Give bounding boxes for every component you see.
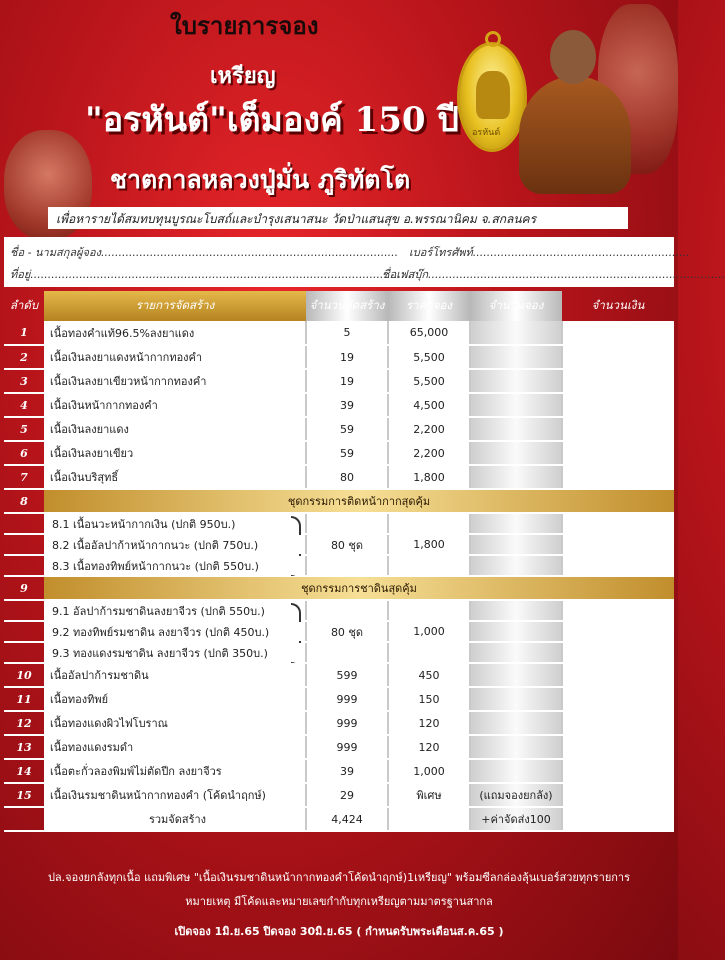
table-row (4, 735, 674, 759)
section-title: ชุดกรรมการติดหน้ากากสุดคุ้ม (44, 489, 674, 513)
booking-cell[interactable] (470, 534, 562, 555)
item-quantity: 39 (306, 759, 388, 783)
booking-cell[interactable] (470, 345, 562, 369)
medal-text: อรหันต์ (472, 128, 501, 138)
set-quantity: 80 ชุด (306, 534, 388, 555)
table-row (4, 759, 674, 783)
booker-info-fields (4, 237, 725, 287)
booking-cell[interactable] (470, 465, 562, 489)
item-quantity: 999 (306, 735, 388, 759)
amount-cell[interactable] (562, 555, 674, 576)
set-price (388, 600, 470, 621)
row-number: 15 (4, 783, 44, 807)
set-item-row (4, 642, 674, 663)
section-number: 8 (4, 489, 44, 513)
header-quantity: จำนวนจัดสร้าง (306, 291, 388, 321)
booking-dates: เปิดจอง 1มิ.ย.65 ปิดจอง 30มิ.ย.65 ( กำหนดรับพระเดือนส.ค.65 ) (174, 925, 504, 938)
amount-cell[interactable] (562, 759, 674, 783)
row-number: 3 (4, 369, 44, 393)
row-number: 14 (4, 759, 44, 783)
section-header (4, 489, 674, 513)
name-field[interactable]: ชื่อ - นามสกุลผู้จอง..................................................................................... (10, 246, 399, 259)
table-row (4, 783, 674, 807)
item-quantity: 80 (306, 465, 388, 489)
item-name: เนื้อเงินลงยาเขียวหน้ากากทองคำ (44, 369, 306, 393)
table-header (4, 291, 674, 321)
item-name: เนื้อเงินหน้ากากทองคำ (44, 393, 306, 417)
amount-cell[interactable] (562, 441, 674, 465)
amount-cell[interactable] (562, 621, 674, 642)
item-name: เนื้อทองแดงรมดำ (44, 735, 306, 759)
phone-field[interactable]: เบอร์โทรศัพท์.............................................................. (409, 246, 690, 259)
item-quantity: 19 (306, 345, 388, 369)
set-quantity (306, 600, 388, 621)
row-number: 5 (4, 417, 44, 441)
item-name: เนื้อทองแดงผิวไฟโบราณ (44, 711, 306, 735)
item-price: 150 (388, 687, 470, 711)
monk-robe (519, 76, 631, 194)
item-price: 1,800 (388, 465, 470, 489)
set-item-name: 9.2 ทองทิพย์รมชาดิน ลงยาจีวร (ปกติ 450บ.) (44, 621, 306, 642)
item-price: 4,500 (388, 393, 470, 417)
item-quantity: 39 (306, 393, 388, 417)
item-name: เนื้อเงินบริสุทธิ์ (44, 465, 306, 489)
footer-notes (0, 858, 678, 958)
facebook-field[interactable]: ชื่อเฟสบุ๊ก..................................................................................... (382, 268, 725, 281)
shipping-fee: +ค่าจัดส่ง100 (470, 807, 562, 831)
amount-cell[interactable] (562, 417, 674, 441)
amount-cell[interactable] (562, 345, 674, 369)
item-price: 65,000 (388, 321, 470, 345)
table-row (4, 711, 674, 735)
amount-cell[interactable] (562, 663, 674, 687)
amount-cell[interactable] (562, 642, 674, 663)
item-name: เนื้อทองทิพย์ (44, 687, 306, 711)
item-price: 5,500 (388, 345, 470, 369)
set-price (388, 642, 470, 663)
table-row (4, 465, 674, 489)
set-price (388, 555, 470, 576)
row-number-empty (4, 642, 44, 663)
amount-cell[interactable] (562, 735, 674, 759)
seated-monk-image (515, 30, 635, 195)
amount-cell[interactable] (562, 321, 674, 345)
set-item-row (4, 534, 674, 555)
item-name: เนื้อเงินลงยาเขียว (44, 441, 306, 465)
booking-cell[interactable] (470, 642, 562, 663)
item-quantity: 999 (306, 687, 388, 711)
section-number: 9 (4, 576, 44, 600)
set-quantity (306, 642, 388, 663)
booking-cell[interactable] (470, 417, 562, 441)
set-item-row (4, 600, 674, 621)
table-row (4, 417, 674, 441)
set-item-row (4, 513, 674, 534)
row-number: 7 (4, 465, 44, 489)
item-price: 1,000 (388, 759, 470, 783)
row-number: 1 (4, 321, 44, 345)
row-number: 13 (4, 735, 44, 759)
item-quantity: 19 (306, 369, 388, 393)
amount-cell[interactable] (562, 783, 674, 807)
set-price: 1,000 (388, 621, 470, 642)
table-row (4, 663, 674, 687)
row-number-empty (4, 621, 44, 642)
amount-cell[interactable] (562, 711, 674, 735)
order-table (4, 291, 674, 832)
header-price: ราคาจอง (388, 291, 470, 321)
row-number-empty (4, 555, 44, 576)
booking-cell[interactable] (470, 441, 562, 465)
total-amount-cell[interactable] (562, 807, 674, 831)
form-title: ใบรายการจอง (170, 11, 319, 40)
header-item: รายการจัดสร้าง (44, 291, 306, 321)
code-note: หมายเหตุ มีโค้ดและหมายเลขกำกับทุกเหรียญตามมาตรฐานสากล (185, 895, 493, 908)
table-row (4, 393, 674, 417)
item-price: พิเศษ (388, 783, 470, 807)
item-name: เนื้ออัลปาก้ารมชาดิน (44, 663, 306, 687)
item-price: 5,500 (388, 369, 470, 393)
medal-ring (485, 31, 501, 47)
item-price: 120 (388, 711, 470, 735)
amount-cell[interactable] (562, 393, 674, 417)
booking-cell[interactable] (470, 393, 562, 417)
item-quantity: 999 (306, 711, 388, 735)
amount-cell[interactable] (562, 465, 674, 489)
item-name: เนื้อเงินรมชาดินหน้ากากทองคำ (โค้ดนำฤกษ์) (44, 783, 306, 807)
item-quantity: 59 (306, 417, 388, 441)
coin-name: "อรหันต์"เต็มองค์ 150 ปี (85, 100, 459, 140)
amount-cell[interactable] (562, 369, 674, 393)
item-name: เนื้อตะกั่วลองพิมพ์ไม่ตัดปีก ลงยาจีวร (44, 759, 306, 783)
row-number: 6 (4, 441, 44, 465)
table-row (4, 345, 674, 369)
booking-cell[interactable] (470, 663, 562, 687)
booking-cell[interactable] (470, 513, 562, 534)
set-item-name: 8.3 เนื้อทองทิพย์หน้ากากนวะ (ปกติ 550บ.) (44, 555, 306, 576)
set-price (388, 513, 470, 534)
monk-head (550, 30, 596, 84)
header-booking: จำนวนจอง (470, 291, 562, 321)
section-header (4, 576, 674, 600)
coin-label: เหรียญ (210, 63, 276, 89)
table-row (4, 369, 674, 393)
row-number: 10 (4, 663, 44, 687)
header-amount: จำนวนเงิน (591, 298, 645, 312)
total-label: รวมจัดสร้าง (44, 807, 306, 831)
set-item-row (4, 555, 674, 576)
set-item-name: 8.1 เนื้อนวะหน้ากากเงิน (ปกติ 950บ.) (44, 513, 306, 534)
address-field[interactable]: ที่อยู่.............................................................................................................. (10, 268, 415, 281)
row-number: 12 (4, 711, 44, 735)
row-number: 11 (4, 687, 44, 711)
set-quantity: 80 ชุด (306, 621, 388, 642)
bonus-note: ปล.จองยกลังทุกเนื้อ แถมพิเศษ "เนื้อเงินรมชาดินหน้ากากทองคำโค้ดนำฤกษ์)1เหรียญ" พร้อมซีลกล่องลุ้นเบอร์สวยทุกรายการ (47, 871, 631, 884)
item-name: เนื้อเงินลงยาแดงหน้ากากทองคำ (44, 345, 306, 369)
header-no: ลำดับ (9, 298, 39, 312)
set-item-name: 8.2 เนื้ออัลปาก้าหน้ากากนวะ (ปกติ 750บ.) (44, 534, 306, 555)
item-quantity: 599 (306, 663, 388, 687)
booking-cell[interactable] (470, 711, 562, 735)
booking-cell[interactable] (470, 321, 562, 345)
table-row (4, 321, 674, 345)
item-price: 2,200 (388, 417, 470, 441)
set-price: 1,800 (388, 534, 470, 555)
medal-figure (476, 71, 510, 119)
total-quantity: 4,424 (306, 807, 388, 831)
item-quantity: 5 (306, 321, 388, 345)
booking-cell[interactable] (470, 759, 562, 783)
item-quantity: 59 (306, 441, 388, 465)
occasion-title: ชาตกาลหลวงปู่มั่น ภูริทัตโต (110, 165, 411, 194)
set-item-name: 9.3 ทองแดงรมชาดิน ลงยาจีวร (ปกติ 350บ.) (44, 642, 306, 663)
item-price: 120 (388, 735, 470, 759)
booking-cell[interactable] (470, 687, 562, 711)
item-quantity: 29 (306, 783, 388, 807)
row-number-empty (4, 600, 44, 621)
item-name: เนื้อเงินลงยาแดง (44, 417, 306, 441)
header-banner (0, 0, 678, 205)
section-title: ชุดกรรมการชาดินสุดคุ้ม (44, 576, 674, 600)
booking-cell[interactable] (470, 369, 562, 393)
row-number: 2 (4, 345, 44, 369)
table-row (4, 441, 674, 465)
row-number-empty (4, 534, 44, 555)
amount-cell[interactable] (562, 513, 674, 534)
booking-cell[interactable] (470, 600, 562, 621)
total-row (4, 807, 674, 831)
booking-cell[interactable] (470, 621, 562, 642)
booking-cell[interactable]: (แถมจองยกลัง) (470, 783, 562, 807)
set-quantity (306, 555, 388, 576)
table-row (4, 687, 674, 711)
set-item-name: 9.1 อัลปาก้ารมชาดินลงยาจีวร (ปกติ 550บ.) (44, 600, 306, 621)
booking-cell[interactable] (470, 735, 562, 759)
item-name: เนื้อทองคำแท้96.5%ลงยาแดง (44, 321, 306, 345)
purpose-banner: เพื่อหารายได้สมทบทุนบูรณะโบสถ์และบำรุงเสนาสนะ วัดป่าแสนสุข อ.พรรณานิคม จ.สกลนคร (48, 207, 628, 229)
item-price: 450 (388, 663, 470, 687)
item-price: 2,200 (388, 441, 470, 465)
booking-cell[interactable] (470, 555, 562, 576)
row-number-empty (4, 513, 44, 534)
row-number: 4 (4, 393, 44, 417)
set-item-row (4, 621, 674, 642)
amount-cell[interactable] (562, 534, 674, 555)
set-quantity (306, 513, 388, 534)
amount-cell[interactable] (562, 687, 674, 711)
amount-cell[interactable] (562, 600, 674, 621)
